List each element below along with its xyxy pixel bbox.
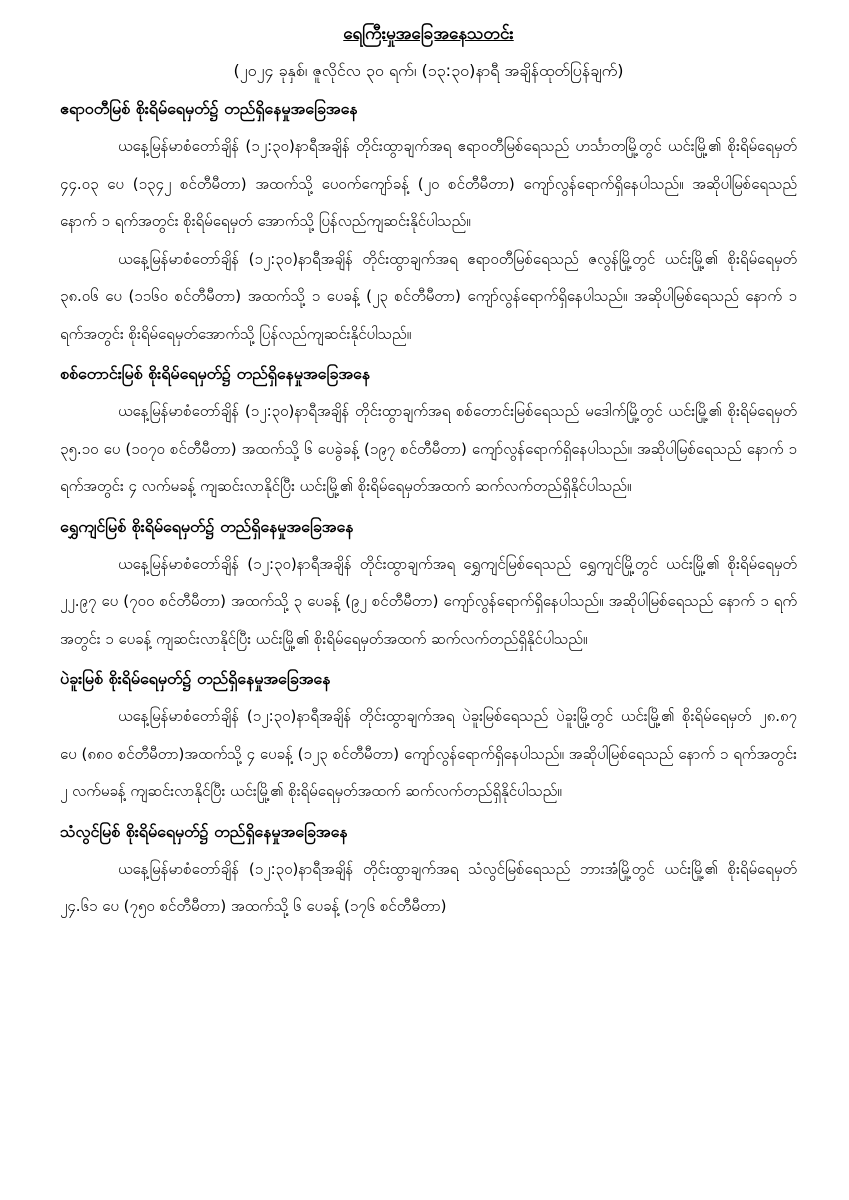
section-ayeyarwady — [60, 92, 797, 353]
section-heading: ဧရာဝတီမြစ် စိုးရိမ်ရေမှတ်၌ တည်ရှိနေမှုအခြေအနေ — [60, 99, 358, 118]
section-shwegyin — [60, 510, 797, 659]
paragraph: ယနေ့မြန်မာစံတော်ချိန် (၁၂:၃၀)နာရီအချိန် တိုင်းထွာချက်အရ ပဲခူးမြစ်ရေသည် ပဲခူးမြို့တွင် ယင်းမြို့၏ စိုးရိမ်ရေမှတ် ၂၈.၈၇ ပေ (၈၈၀ စင်တီမီတာ)အထက်သို့ ၄ ပေခန့် (၁၂၃ စင်တီမီတာ) ကျော်လွန်ရောက်ရှိနေပါသည်။ အဆိုပါမြစ်ရေသည် နောက် ၁ ရက်အတွင်း ၂ လက်မခန့် ကျဆင်းလာနိုင်ပြီး ယင်းမြို့၏ စိုးရိမ်ရေမှတ်အထက် ဆက်လက်တည်ရှိနိုင်ပါသည်။ — [60, 707, 797, 800]
section-sittaung — [60, 357, 797, 506]
section-heading: ပဲခူးမြစ် စိုးရိမ်ရေမှတ်၌ တည်ရှိနေမှုအခြေအနေ — [60, 669, 331, 688]
section-heading: သံလွင်မြစ် စိုးရိမ်ရေမှတ်၌ တည်ရှိနေမှုအခြေအနေ — [60, 821, 348, 841]
document-title: ရေကြီးမှုအခြေအနေသတင်း — [343, 24, 514, 44]
paragraph: ယနေ့မြန်မာစံတော်ချိန် (၁၂:၃၀)နာရီအချိန် တိုင်းထွာချက်အရ ဧရာဝတီမြစ်ရေသည် ဟင်္သာတမြို့တွင် ယင်းမြို့၏ စိုးရိမ်ရေမှတ် ၄၄.၀၃ ပေ (၁၃၄၂ စင်တီမီတာ) အထက်သို့ ပေ၀က်ကျော်ခန့် (၂၀ စင်တီမီတာ) ကျော်လွန်ရောက်ရှိနေပါသည်။ အဆိုပါမြစ်ရေသည် နောက် ၁ ရက်အတွင်း စိုးရိမ်ရေမှတ် အောက်သို့ ပြန်လည်ကျဆင်းနိုင်ပါသည်။ — [60, 137, 797, 230]
paragraph: ယနေ့မြန်မာစံတော်ချိန် (၁၂:၃၀)နာရီအချိန် တိုင်းထွာချက်အရ ရွှေကျင်မြစ်ရေသည် ရွှေကျင်မြို့တွင် ယင်းမြို့၏ စိုးရိမ်ရေမှတ် ၂၂.၉၇ ပေ (၇၀၀ စင်တီမီတာ) အထက်သို့ ၃ ပေခန့် (၉၂ စင်တီမီတာ) ကျော်လွန်ရောက်ရှိနေပါသည်။ အဆိုပါမြစ်ရေသည် နောက် ၁ ရက်အတွင်း ၁ ပေခန့် ကျဆင်းလာနိုင်ပြီး ယင်းမြို့၏ စိုးရိမ်ရေမှတ်အထက် ဆက်လက်တည်ရှိနိုင်ပါသည်။ — [60, 554, 797, 648]
paragraph: ယနေ့မြန်မာစံတော်ချိန် (၁၂:၃၀)နာရီအချိန် တိုင်းထွာချက်အရ ဧရာဝတီမြစ်ရေသည် ဇလွန်မြို့တွင် ယင်းမြို့၏ စိုးရိမ်ရေမှတ် ၃၈.၀၆ ပေ (၁၁၆၀ စင်တီမီတာ) အထက်သို့ ၁ ပေခန့် (၂၃ စင်တီမီတာ) ကျော်လွန်ရောက်ရှိနေပါသည်။ အဆိုပါမြစ်ရေသည် နောက် ၁ ရက်အတွင်း စိုးရိမ်ရေမှတ်အောက်သို့ ပြန်လည်ကျဆင်းနိုင်ပါသည်။ — [60, 249, 797, 343]
section-bago — [60, 662, 797, 811]
paragraph: ယနေ့မြန်မာစံတော်ချိန် (၁၂:၃၀)နာရီအချိန် တိုင်းထွာချက်အရ သံလွင်မြစ်ရေသည် ဘားအံမြို့တွင် ယင်းမြို့၏ စိုးရိမ်ရေမှတ် ၂၄.၆၁ ပေ (၇၅၀ စင်တီမီတာ) အထက်သို့ ၆ ပေခန့် (၁၇၆ စင်တီမီတာ) — [60, 859, 797, 915]
document-subtitle: (၂၀၂၄ ခုနှစ်၊ ဇူလိုင်လ ၃၀ ရက်၊ (၁၃:၃၀)နာရီ အချိန်ထုတ်ပြန်ချက်) — [233, 61, 624, 80]
paragraph: ယနေ့မြန်မာစံတော်ချိန် (၁၂:၃၀)နာရီအချိန် တိုင်းထွာချက်အရ စစ်တောင်းမြစ်ရေသည် မဒေါက်မြို့တွင် ယင်းမြို့၏ စိုးရိမ်ရေမှတ် ၃၅.၁၀ ပေ (၁၀၇၀ စင်တီမီတာ) အထက်သို့ ၆ ပေခွဲခန့် (၁၉၇ စင်တီမီတာ) ကျော်လွန်ရောက်ရှိနေပါသည်။ အဆိုပါမြစ်ရေသည် နောက် ၁ ရက်အတွင်း ၄ လက်မခန့် ကျဆင်းလာနိုင်ပြီး ယင်းမြို့၏ စိုးရိမ်ရေမှတ်အထက် ဆက်လက်တည်ရှိနိုင်ပါသည်။ — [60, 402, 797, 495]
section-heading: စစ်တောင်းမြစ် စိုးရိမ်ရေမှတ်၌ တည်ရှိနေမှုအခြေအနေ — [60, 364, 370, 383]
section-heading: ရွှေကျင်မြစ် စိုးရိမ်ရေမှတ်၌ တည်ရှိနေမှုအခြေအနေ — [60, 516, 354, 536]
section-thanlwin — [60, 815, 797, 926]
